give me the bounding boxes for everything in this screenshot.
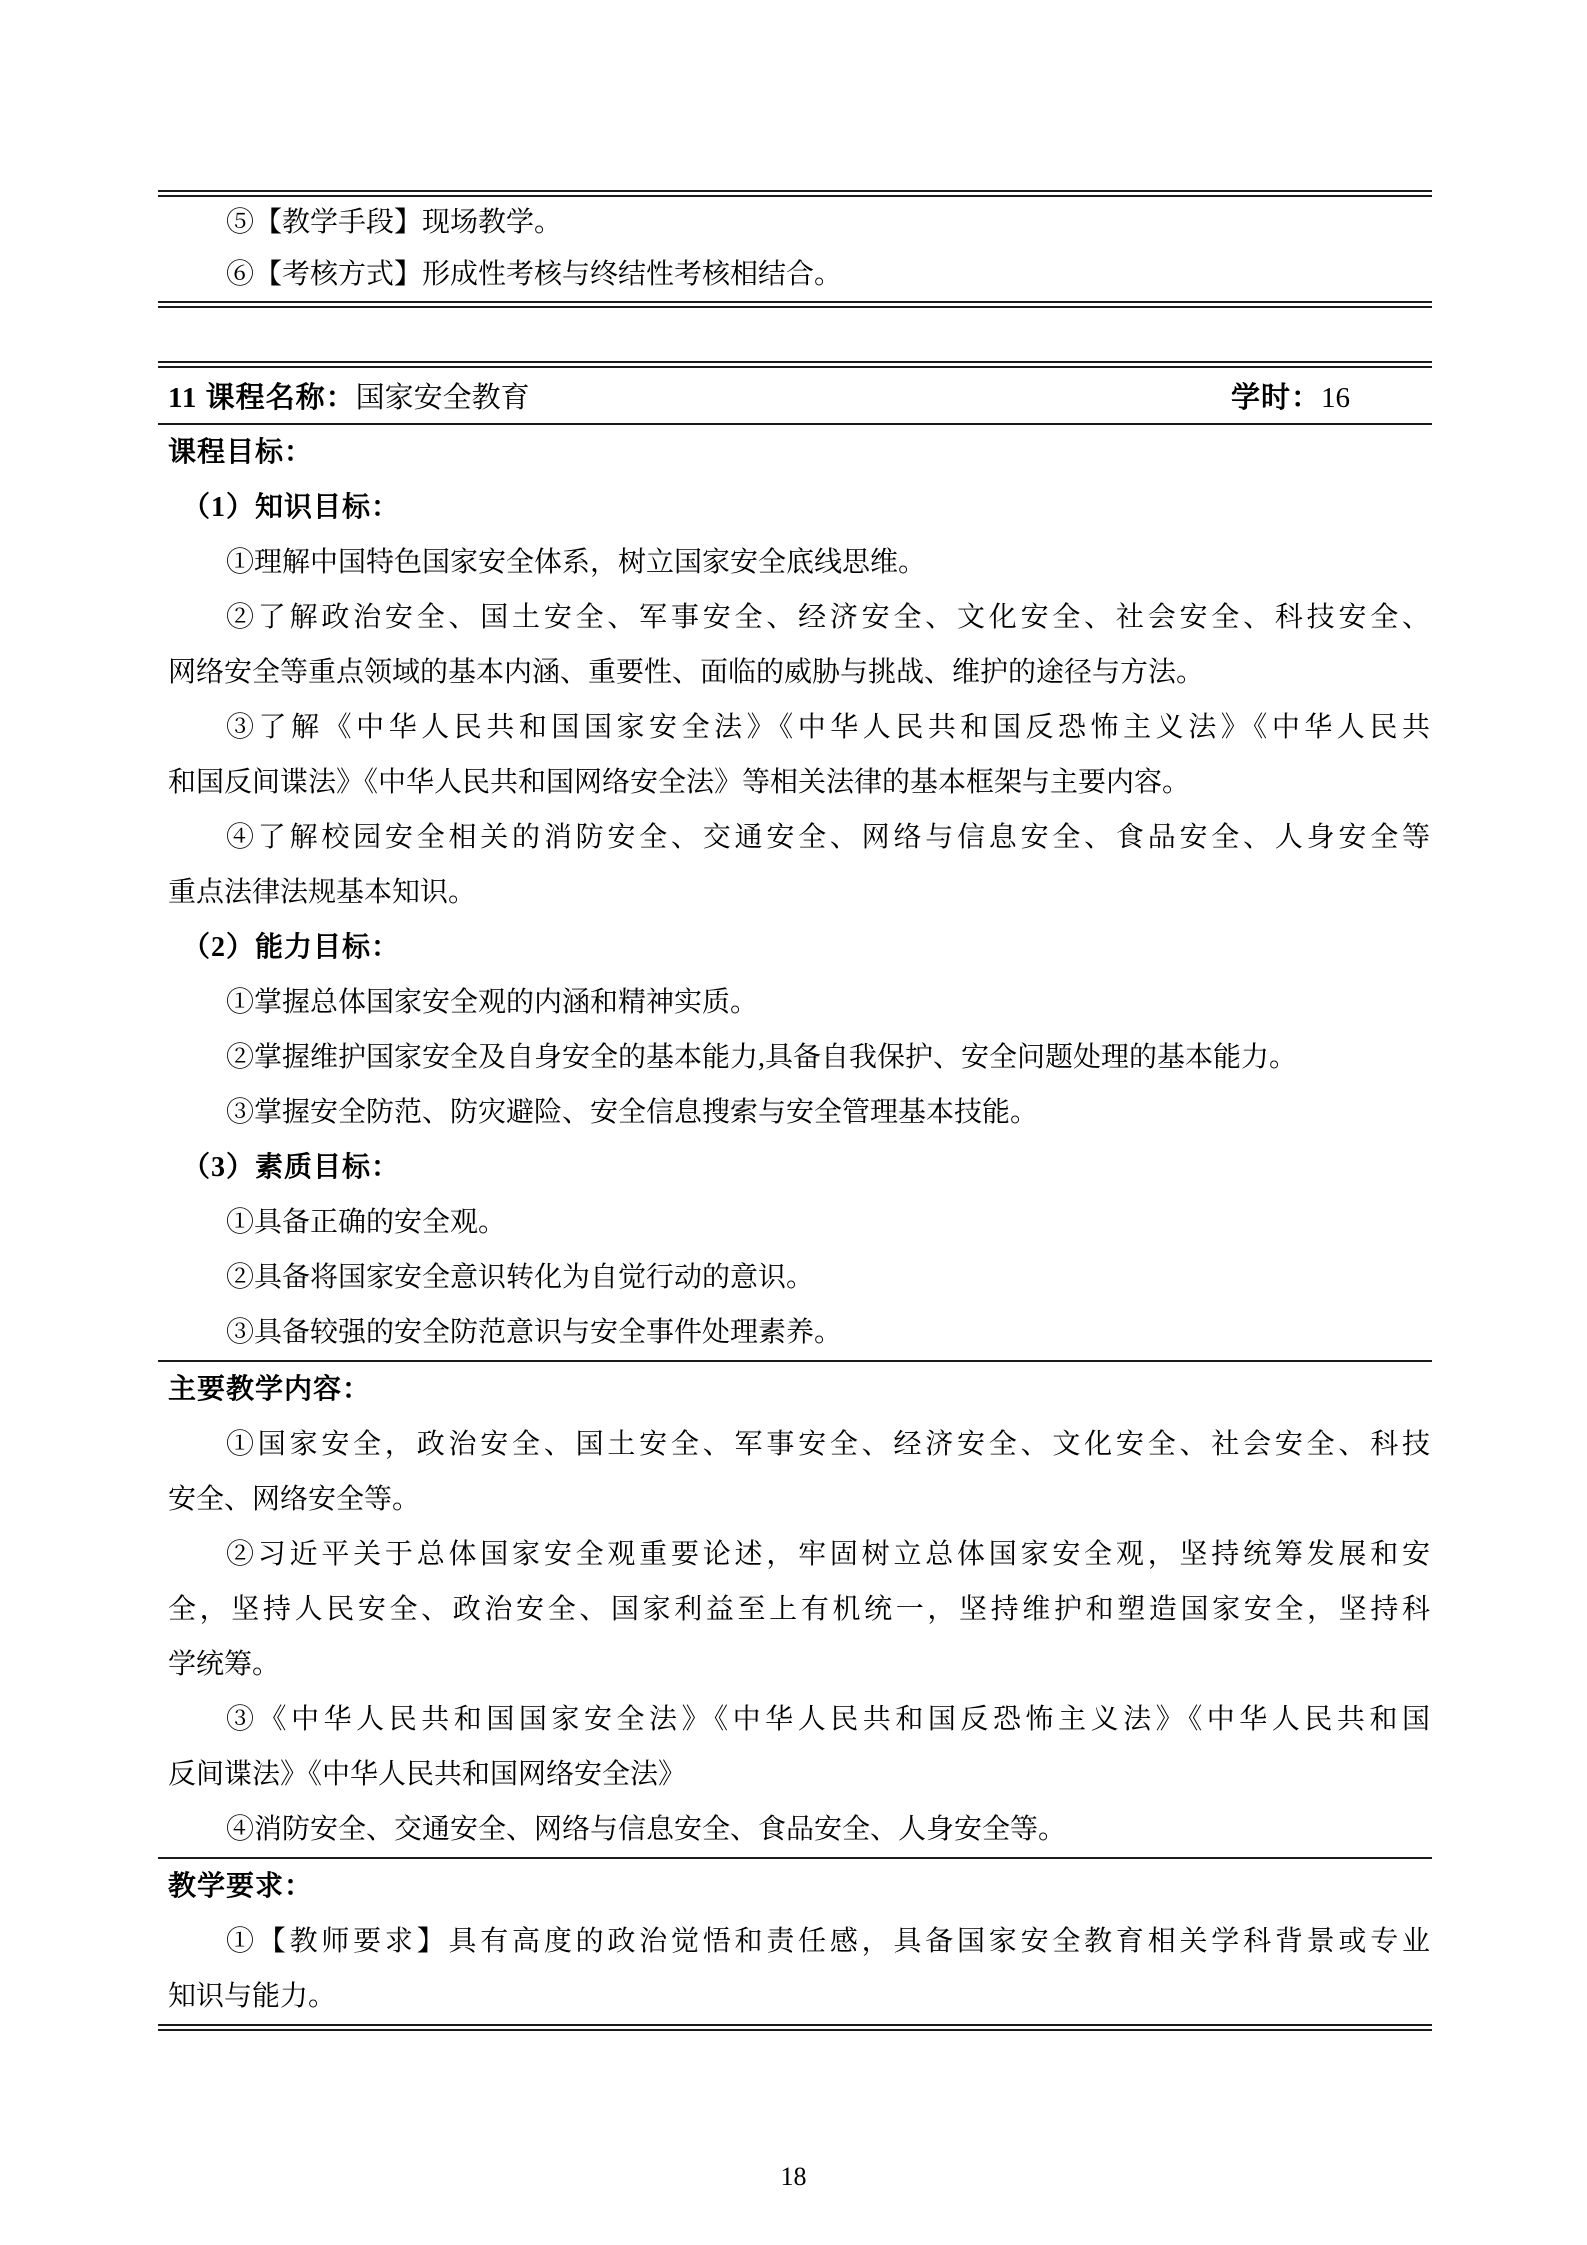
section-text-line: 和国反间谍法》《中华人民共和国网络安全法》等相关法律的基本框架与主要内容。: [168, 767, 1191, 798]
section-text-line: ①具备正确的安全观。: [226, 1207, 507, 1238]
section-text-line: 知识与能力。: [168, 1981, 337, 2012]
section-text-line: ④了解校园安全相关的消防安全、交通安全、网络与信息安全、食品安全、人身安全等: [226, 822, 1430, 853]
section-text-line: （1）知识目标：: [182, 492, 401, 523]
section-text-line: 重点法律法规基本知识。: [168, 877, 477, 908]
course-name-cell: [158, 375, 530, 416]
section-text-line: ②习近平关于总体国家安全观重要论述，牢固树立总体国家安全观，坚持统筹发展和安: [226, 1539, 1430, 1570]
course-table-top-rule: [158, 361, 1432, 368]
course-number-label: 11 课程名称：: [168, 382, 356, 414]
page-number: 18: [780, 2162, 807, 2191]
section-title: 教学要求：: [168, 1871, 314, 1902]
section-text-line: 全，坚持人民安全、政治安全、国家利益至上有机统一，坚持维护和塑造国家安全，坚持科: [168, 1594, 1430, 1625]
previous-table-bottom-rule: [158, 301, 1432, 308]
section-text-line: ①国家安全，政治安全、国土安全、军事安全、经济安全、文化安全、社会安全、科技: [226, 1429, 1430, 1460]
table-row: ⑥【考核方式】形成性考核与终结性考核相结合。: [226, 259, 843, 290]
top-margin: [158, 0, 1432, 190]
course-header-row: [158, 368, 1432, 423]
section-text-line: 学统筹。: [168, 1649, 281, 1680]
previous-table-rows: [158, 197, 1432, 301]
section-text-line: ③《中华人民共和国国家安全法》《中华人民共和国反恐怖主义法》《中华人民共和国: [226, 1704, 1430, 1735]
section-title: 主要教学内容：: [168, 1374, 372, 1405]
previous-table-inner-top-rule: [158, 190, 1432, 197]
section-text-line: （3）素质目标：: [182, 1152, 401, 1183]
section-divider-rule: [158, 2024, 1432, 2031]
section-text-line: ③具备较强的安全防范意识与安全事件处理素养。: [226, 1317, 843, 1348]
document-content: [158, 0, 1432, 2031]
table-gap: [158, 308, 1432, 361]
section-text-line: ①理解中国特色国家安全体系，树立国家安全底线思维。: [226, 547, 927, 578]
section-text-line: 反间谍法》《中华人民共和国网络安全法》: [168, 1759, 687, 1790]
section-text-line: ③了解《中华人民共和国国家安全法》《中华人民共和国反恐怖主义法》《中华人民共: [226, 712, 1430, 743]
course-sections: [158, 425, 1432, 2031]
section-text-line: 安全、网络安全等。: [168, 1484, 421, 1515]
section-text-line: ②具备将国家安全意识转化为自觉行动的意识。: [226, 1262, 815, 1293]
section-text-line: （2）能力目标：: [182, 932, 401, 963]
section-text-line: 网络安全等重点领域的基本内涵、重要性、面临的威胁与挑战、维护的途径与方法。: [168, 657, 1205, 688]
section-text-line: ②掌握维护国家安全及自身安全的基本能力,具备自我保护、安全问题处理的基本能力。: [226, 1042, 1298, 1073]
section-title: 课程目标：: [168, 437, 314, 468]
section-text-line: ④消防安全、交通安全、网络与信息安全、食品安全、人身安全等。: [226, 1814, 1067, 1845]
section-text-line: ①【教师要求】具有高度的政治觉悟和责任感，具备国家安全教育相关学科背景或专业: [226, 1926, 1430, 1957]
course-hours-cell: [1231, 375, 1350, 416]
course-hours-value: 16: [1321, 382, 1350, 414]
section-text-line: ③掌握安全防范、防灾避险、安全信息搜索与安全管理基本技能。: [226, 1097, 1039, 1128]
table-row: ⑤【教学手段】现场教学。: [226, 207, 563, 238]
section-text-line: ②了解政治安全、国土安全、军事安全、经济安全、文化安全、社会安全、科技安全、: [226, 602, 1430, 633]
course-hours-label: 学时：: [1230, 382, 1321, 414]
course-name-value: 国家安全教育: [355, 382, 530, 414]
section-text-line: ①掌握总体国家安全观的内涵和精神实质。: [226, 987, 759, 1018]
